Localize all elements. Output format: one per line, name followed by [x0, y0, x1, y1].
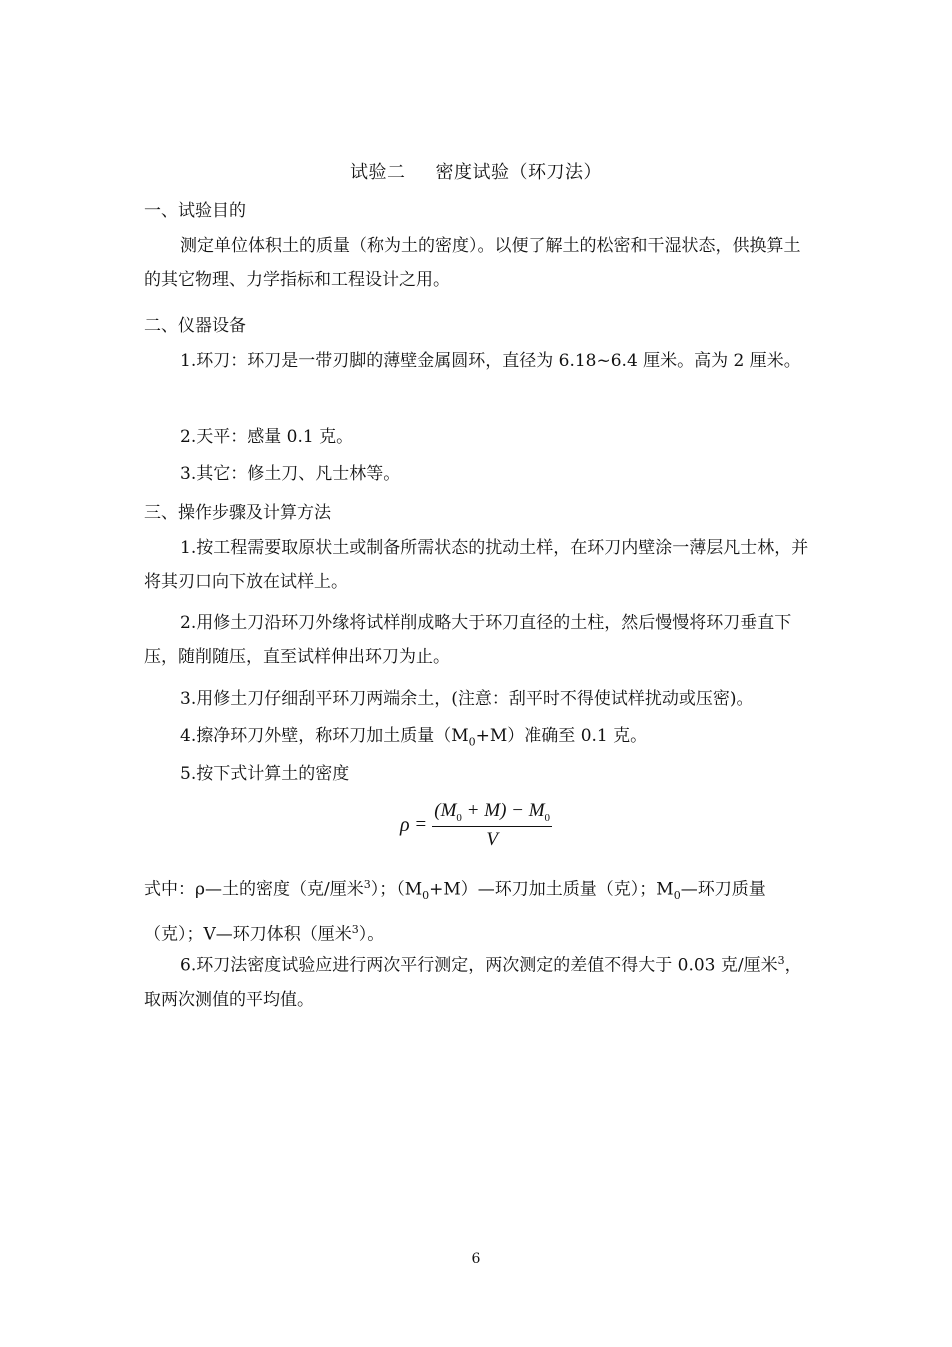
legend-sup-1: 3 — [363, 878, 371, 891]
legend-text-4: —环刀质量（克）；V—环刀体积（厘米 — [144, 879, 766, 945]
step-4-text-a: 4.擦净环刀外壁，称环刀加土质量（M — [180, 726, 469, 746]
numerator-part-a: (M — [434, 800, 457, 821]
equipment-item-balance: 2.天平：感量 0.1 克。 — [180, 427, 354, 447]
page-number: 6 — [471, 1251, 481, 1267]
step-6-text-b: ，取两次测值的平均值。 — [144, 955, 802, 1010]
formula-legend — [144, 868, 812, 952]
formula-rho: ρ — [399, 813, 410, 836]
equipment-item-ring-knife: 1.环刀：环刀是一带刃脚的薄壁金属圆环，直径为 6.18~6.4 厘米。高为 2 厘米。 — [180, 351, 801, 371]
procedure-step-3: 3.用修土刀仔细刮平环刀两端余土，(注意：刮平时不得使试样扰动或压密)。 — [180, 689, 754, 709]
legend-text-5: ）。 — [358, 924, 385, 945]
numerator-sub-a: 0 — [456, 811, 462, 824]
section-heading-equipment: 二、仪器设备 — [144, 316, 246, 336]
procedure-step-1: 1.按工程需要取原状土或制备所需状态的扰动土样，在环刀内壁涂一薄层凡士林，并将其刃口向下放在试样上。 — [144, 538, 809, 592]
legend-text-3: +M）—环刀加土质量（克）；M — [429, 879, 674, 900]
legend-text-2: ）；（M — [370, 879, 423, 900]
title-experiment-number: 试验二 — [350, 162, 406, 183]
numerator-sub-b: 0 — [544, 811, 551, 824]
section-heading-purpose: 一、试验目的 — [144, 201, 246, 221]
procedure-step-4 — [144, 719, 812, 759]
step-4-subscript: 0 — [468, 735, 476, 749]
legend-text-1: 式中：ρ—土的密度（克/厘米 — [144, 879, 364, 900]
title-experiment-name: 密度试验（环刀法） — [435, 162, 602, 183]
equipment-item-other: 3.其它：修土刀、凡士林等。 — [180, 464, 401, 484]
procedure-step-2: 2.用修土刀沿环刀外缘将试样削成略大于环刀直径的土柱，然后慢慢将环刀垂直下压，随削随压，直至试样伸出环刀为止。 — [144, 613, 792, 667]
formula-fraction — [432, 800, 552, 851]
procedure-step-6 — [144, 944, 812, 1017]
density-formula — [0, 800, 952, 851]
formula-denominator: V — [486, 828, 498, 850]
legend-sup-4: 3 — [351, 923, 359, 937]
formula-numerator — [432, 800, 552, 827]
numerator-part-b: + M) − M — [461, 800, 545, 821]
formula-equals: = — [415, 814, 427, 836]
legend-sub-3: 0 — [673, 889, 681, 903]
page-title — [0, 158, 952, 184]
step-4-text-b: +M）准确至 0.1 克。 — [475, 726, 648, 746]
step-6-superscript: 3 — [777, 954, 785, 967]
legend-sub-2: 0 — [422, 889, 430, 903]
step-6-text-a: 6.环刀法密度试验应进行两次平行测定，两次测定的差值不得大于 0.03 克/厘米 — [180, 955, 778, 976]
paragraph-purpose: 测定单位体积土的质量（称为土的密度）。以便了解土的松密和干湿状态，供换算土的其它物理、力学指标和工程设计之用。 — [144, 236, 801, 290]
section-heading-procedure: 三、操作步骤及计算方法 — [144, 503, 331, 523]
procedure-step-5: 5.按下式计算土的密度 — [180, 764, 350, 784]
